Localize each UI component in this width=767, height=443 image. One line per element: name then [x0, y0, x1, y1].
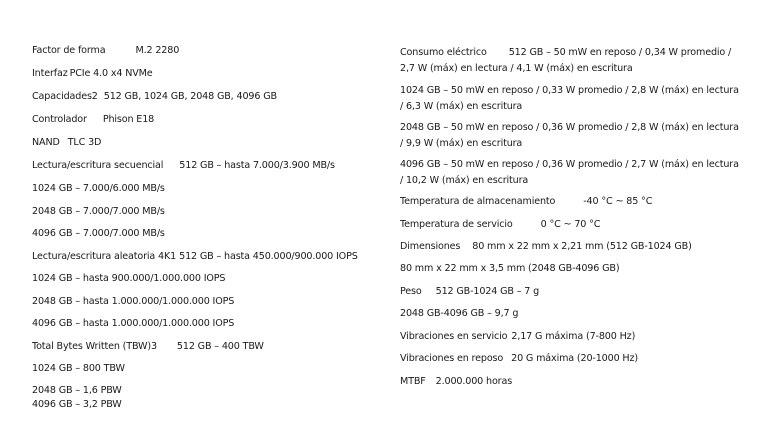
spec-row-tbw — [32, 341, 264, 353]
spec-label: MTBF — [400, 376, 426, 387]
spec-value: 20 G máxima (20-1000 Hz) — [511, 353, 638, 364]
spec-row-controller — [32, 114, 154, 126]
spec-row-power-512 — [400, 45, 740, 77]
spec-row-dimensions — [400, 241, 692, 253]
spec-row-sequential-4096 — [32, 228, 165, 240]
spec-value: 4096 GB – 7.000/7.000 MB/s — [32, 228, 165, 239]
spec-row-sequential — [32, 160, 335, 172]
spec-label: Vibraciones en servicio — [400, 331, 508, 342]
spec-value: 512 GB – hasta 450.000/900.000 IOPS — [179, 251, 358, 262]
spec-value: 2048 GB – 7.000/7.000 MB/s — [32, 206, 165, 217]
spec-row-form-factor — [32, 45, 179, 57]
spec-value: 1024 GB – 800 TBW — [32, 363, 125, 374]
spec-value: 2048 GB – 1,6 PBW — [32, 385, 122, 396]
spec-row-power-1024 — [400, 83, 740, 115]
spec-row-power-2048 — [400, 120, 740, 152]
spec-label: Capacidades2 — [32, 91, 98, 102]
spec-label: Consumo eléctrico — [400, 47, 487, 58]
spec-row-tbw-2048 — [32, 385, 122, 397]
spec-value: 512 GB – hasta 7.000/3.900 MB/s — [179, 160, 335, 171]
spec-row-sequential-2048 — [32, 206, 165, 218]
spec-row-random-1024 — [32, 273, 225, 285]
spec-row-operating-temp — [400, 219, 600, 231]
spec-value: 2.000.000 horas — [435, 376, 513, 387]
spec-row-vibration-idle — [400, 353, 638, 365]
spec-row-weight — [400, 286, 539, 298]
spec-value: 2,17 G máxima (7-800 Hz) — [511, 331, 636, 342]
spec-row-sequential-1024 — [32, 183, 165, 195]
spec-row-random-4096 — [32, 318, 234, 330]
spec-label: Total Bytes Written (TBW)3 — [32, 341, 157, 352]
spec-value: 2048 GB – hasta 1.000.000/1.000.000 IOPS — [32, 296, 235, 307]
spec-value: 80 mm x 22 mm x 2,21 mm (512 GB-1024 GB) — [472, 241, 692, 252]
spec-value: 1024 GB – 50 mW en reposo / 0,33 W promedio / 2,8 W (máx) en lectura / 6,3 W (máx) en escritura — [400, 85, 739, 112]
spec-row-weight-large — [400, 308, 518, 320]
spec-value: 1024 GB – 7.000/6.000 MB/s — [32, 183, 165, 194]
spec-label: Temperatura de servicio — [400, 219, 513, 230]
spec-row-power-4096 — [400, 157, 740, 189]
spec-value: 4096 GB – hasta 1.000.000/1.000.000 IOPS — [32, 318, 235, 329]
spec-value: 4096 GB – 3,2 PBW — [32, 399, 122, 410]
spec-row-random — [32, 251, 358, 263]
spec-value: 2048 GB – 50 mW en reposo / 0,36 W promedio / 2,8 W (máx) en lectura / 9,9 W (máx) en escritura — [400, 122, 739, 149]
spec-value: 80 mm x 22 mm x 3,5 mm (2048 GB-4096 GB) — [400, 263, 620, 274]
spec-row-mtbf — [400, 376, 512, 388]
spec-value: M.2 2280 — [135, 45, 180, 56]
spec-label: Controlador — [32, 114, 87, 125]
spec-row-random-2048 — [32, 296, 234, 308]
spec-row-nand — [32, 137, 101, 149]
spec-value: 512 GB, 1024 GB, 2048 GB, 4096 GB — [103, 91, 277, 102]
spec-value: 512 GB-1024 GB – 7 g — [435, 286, 540, 297]
spec-label: Dimensiones — [400, 241, 461, 252]
spec-value: Phison E18 — [102, 114, 155, 125]
spec-value: 1024 GB – hasta 900.000/1.000.000 IOPS — [32, 273, 226, 284]
spec-value: -40 °C ~ 85 °C — [583, 196, 653, 207]
spec-label: Factor de forma — [32, 45, 106, 56]
spec-label: Lectura/escritura aleatoria 4K1 — [32, 251, 177, 262]
spec-row-vibration-operating — [400, 331, 635, 343]
spec-row-storage-temp — [400, 196, 652, 208]
spec-label: Temperatura de almacenamiento — [400, 196, 556, 207]
spec-value: 512 GB – 400 TBW — [176, 341, 264, 352]
spec-value: TLC 3D — [67, 137, 102, 148]
spec-label: Lectura/escritura secuencial — [32, 160, 164, 171]
spec-value: 512 GB – 50 mW en reposo / 0,34 W promedio / 2,7 W (máx) en lectura / 4,1 W (máx) en escritura — [400, 47, 732, 74]
spec-row-tbw-1024 — [32, 363, 125, 375]
spec-label: Vibraciones en reposo — [400, 353, 504, 364]
spec-value: 0 °C ~ 70 °C — [540, 219, 601, 230]
spec-row-interface — [32, 68, 153, 80]
spec-value: 2048 GB-4096 GB – 9,7 g — [400, 308, 519, 319]
spec-row-capacities — [32, 91, 277, 103]
spec-label: Interfaz — [32, 68, 68, 79]
spec-value: PCIe 4.0 x4 NVMe — [69, 68, 153, 79]
spec-row-tbw-4096 — [32, 399, 122, 411]
spec-label: NAND — [32, 137, 60, 148]
spec-label: Peso — [400, 286, 422, 297]
spec-value: 4096 GB – 50 mW en reposo / 0,36 W promedio / 2,7 W (máx) en lectura / 10,2 W (máx) en escritura — [400, 159, 739, 186]
spec-row-dimensions-large — [400, 263, 619, 275]
